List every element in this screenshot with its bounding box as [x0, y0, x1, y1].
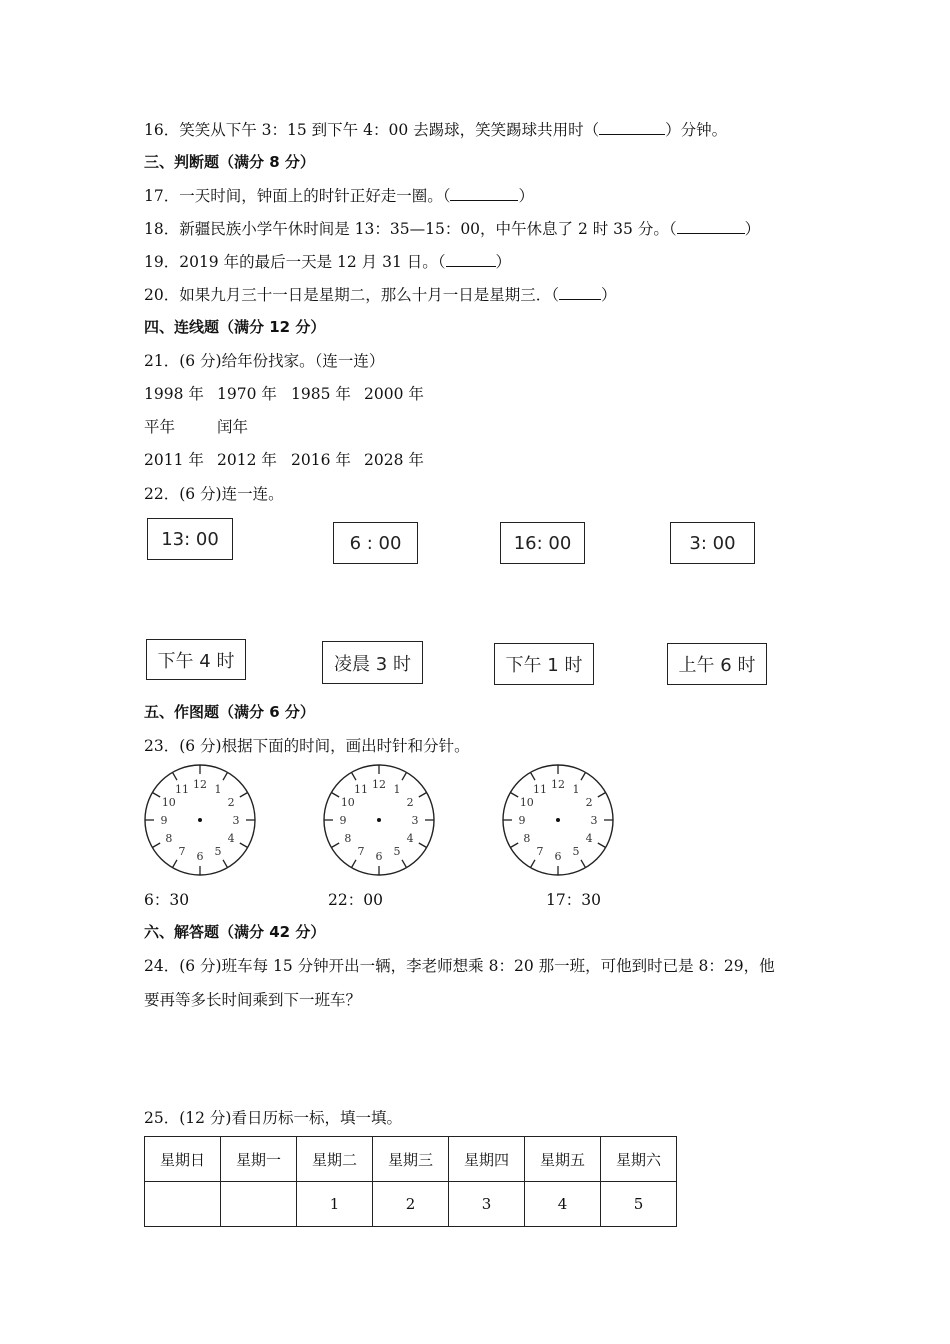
clock-number: 2 [406, 796, 414, 809]
answer-blank[interactable] [599, 121, 665, 135]
clock-center-dot [198, 818, 202, 822]
clock-time-label: 6：30 [144, 891, 190, 909]
clock-number: 2 [227, 796, 235, 809]
question-19 [144, 250, 511, 272]
answer-blank[interactable] [446, 253, 496, 267]
clock-time-label: 22：00 [328, 891, 383, 909]
clock-number: 7 [536, 845, 544, 859]
question-19-text: 19．2019 年的最后一天是 12 月 31 日。（ [144, 253, 446, 271]
question-21-text: 21．(6 分)给年份找家。（连一连） [144, 352, 385, 370]
year-option[interactable]: 2016 年 [291, 451, 351, 469]
clock-number: 4 [227, 832, 235, 845]
digital-time-box[interactable]: 16: 00 [500, 522, 585, 564]
word-time-box[interactable]: 上午 6 时 [667, 643, 767, 685]
answer-blank[interactable] [677, 220, 745, 234]
clock-number: 8 [165, 832, 173, 845]
weekday-header: 星期二 [297, 1137, 373, 1182]
word-time-box[interactable]: 下午 1 时 [494, 643, 594, 685]
question-16-suffix: ）分钟。 [665, 121, 728, 139]
weekday-header: 星期三 [373, 1137, 449, 1182]
clock-number: 11 [533, 782, 547, 796]
question-16-text: 16．笑笑从下午 3：15 到下午 4：00 去踢球，笑笑踢球共用时（ [144, 121, 600, 139]
clock-face-2[interactable] [321, 762, 437, 878]
year-option[interactable]: 1998 年 [144, 385, 204, 403]
clock-number: 7 [357, 845, 365, 859]
year-option[interactable]: 1985 年 [291, 385, 351, 403]
clock-number: 11 [175, 782, 189, 796]
question-20-suffix: ） [600, 286, 617, 304]
clock-number: 3 [590, 814, 598, 827]
clock-number: 10 [519, 796, 534, 809]
question-16 [144, 118, 727, 140]
question-17 [144, 184, 534, 206]
clock-number: 12 [372, 778, 386, 791]
clock-number: 4 [406, 832, 414, 845]
question-20 [144, 283, 617, 305]
year-option[interactable]: 2028 年 [364, 451, 424, 469]
year-option[interactable]: 2011 年 [144, 451, 204, 469]
clock-number: 3 [232, 814, 240, 827]
year-option[interactable]: 2012 年 [217, 451, 277, 469]
calendar-day-cell[interactable]: 4 [525, 1182, 601, 1227]
section-3-heading: 三、判断题（满分 8 分） [144, 153, 315, 171]
clock-number: 1 [572, 782, 580, 796]
question-23-text: 23．(6 分)根据下面的时间，画出时针和分针。 [144, 737, 470, 755]
clock-face-1[interactable] [142, 762, 258, 878]
question-25-text: 25．(12 分)看日历标一标，填一填。 [144, 1109, 402, 1127]
calendar-day-cell[interactable]: 1 [297, 1182, 373, 1227]
weekday-header: 星期四 [449, 1137, 525, 1182]
question-17-text: 17．一天时间，钟面上的时针正好走一圈。（ [144, 187, 451, 205]
clock-number: 7 [178, 845, 186, 859]
clock-number: 9 [518, 814, 526, 827]
clock-number: 9 [339, 814, 347, 827]
calendar-day-cell[interactable] [145, 1182, 221, 1227]
weekday-header: 星期五 [525, 1137, 601, 1182]
category-leap-year[interactable]: 闰年 [217, 418, 249, 436]
clock-center-dot [556, 818, 560, 822]
word-time-box[interactable]: 凌晨 3 时 [322, 641, 423, 684]
year-option[interactable]: 1970 年 [217, 385, 277, 403]
question-24-line-2: 要再等多长时间乘到下一班车？ [144, 991, 362, 1009]
clock-number: 8 [523, 832, 531, 845]
clock-number: 5 [214, 845, 222, 859]
question-17-suffix: ） [518, 187, 534, 205]
calendar-day-cell[interactable]: 3 [449, 1182, 525, 1227]
clock-number: 12 [193, 778, 207, 791]
answer-blank[interactable] [450, 187, 518, 201]
calendar-day-cell[interactable]: 2 [373, 1182, 449, 1227]
clock-number: 4 [585, 832, 593, 845]
clock-number: 10 [340, 796, 355, 809]
clock-number: 2 [585, 796, 593, 809]
calendar-day-cell[interactable]: 5 [601, 1182, 677, 1227]
clock-number: 5 [393, 845, 401, 859]
calendar-table [144, 1136, 677, 1227]
category-common-year[interactable]: 平年 [144, 418, 176, 436]
weekday-header: 星期六 [601, 1137, 677, 1182]
clock-number: 12 [551, 778, 565, 791]
digital-time-box[interactable]: 6 : 00 [333, 522, 418, 564]
section-5-heading: 五、作图题（满分 6 分） [144, 703, 315, 721]
clock-number: 5 [572, 845, 580, 859]
question-22-text: 22．(6 分)连一连。 [144, 485, 284, 503]
section-6-heading: 六、解答题（满分 42 分） [144, 923, 326, 941]
section-4-heading: 四、连线题（满分 12 分） [144, 318, 326, 336]
clock-time-label: 17：30 [546, 891, 601, 909]
year-option[interactable]: 2000 年 [364, 385, 424, 403]
question-24-line-1: 24．(6 分)班车每 15 分钟开出一辆，李老师想乘 8：20 那一班，可他到时已是 8：29，他 [144, 957, 775, 975]
question-20-text: 20．如果九月三十一日是星期二，那么十月一日是星期三．（ [144, 286, 559, 304]
calendar-row [145, 1182, 677, 1227]
clock-number: 9 [160, 814, 168, 827]
clock-number: 11 [354, 782, 368, 796]
calendar-header-row [145, 1137, 677, 1182]
answer-blank[interactable] [559, 286, 601, 300]
weekday-header: 星期日 [145, 1137, 221, 1182]
question-18-suffix: ） [744, 220, 761, 238]
question-18 [144, 217, 760, 239]
question-18-text: 18．新疆民族小学午休时间是 13：35—15：00，中午休息了 2 时 35 分。（ [144, 220, 677, 238]
clock-number: 6 [375, 850, 383, 863]
clock-face-3[interactable] [500, 762, 616, 878]
question-19-suffix: ） [495, 253, 512, 271]
clock-number: 8 [344, 832, 352, 845]
clock-number: 1 [393, 782, 401, 796]
digital-time-box[interactable]: 3: 00 [670, 522, 755, 564]
clock-number: 1 [214, 782, 222, 796]
weekday-header: 星期一 [221, 1137, 297, 1182]
clock-number: 10 [161, 796, 176, 809]
clock-center-dot [377, 818, 381, 822]
clock-number: 6 [554, 850, 562, 863]
clock-number: 6 [196, 850, 204, 863]
clock-number: 3 [411, 814, 419, 827]
word-time-box[interactable]: 下午 4 时 [146, 639, 246, 680]
calendar-day-cell[interactable] [221, 1182, 297, 1227]
digital-time-box[interactable]: 13: 00 [147, 518, 233, 560]
